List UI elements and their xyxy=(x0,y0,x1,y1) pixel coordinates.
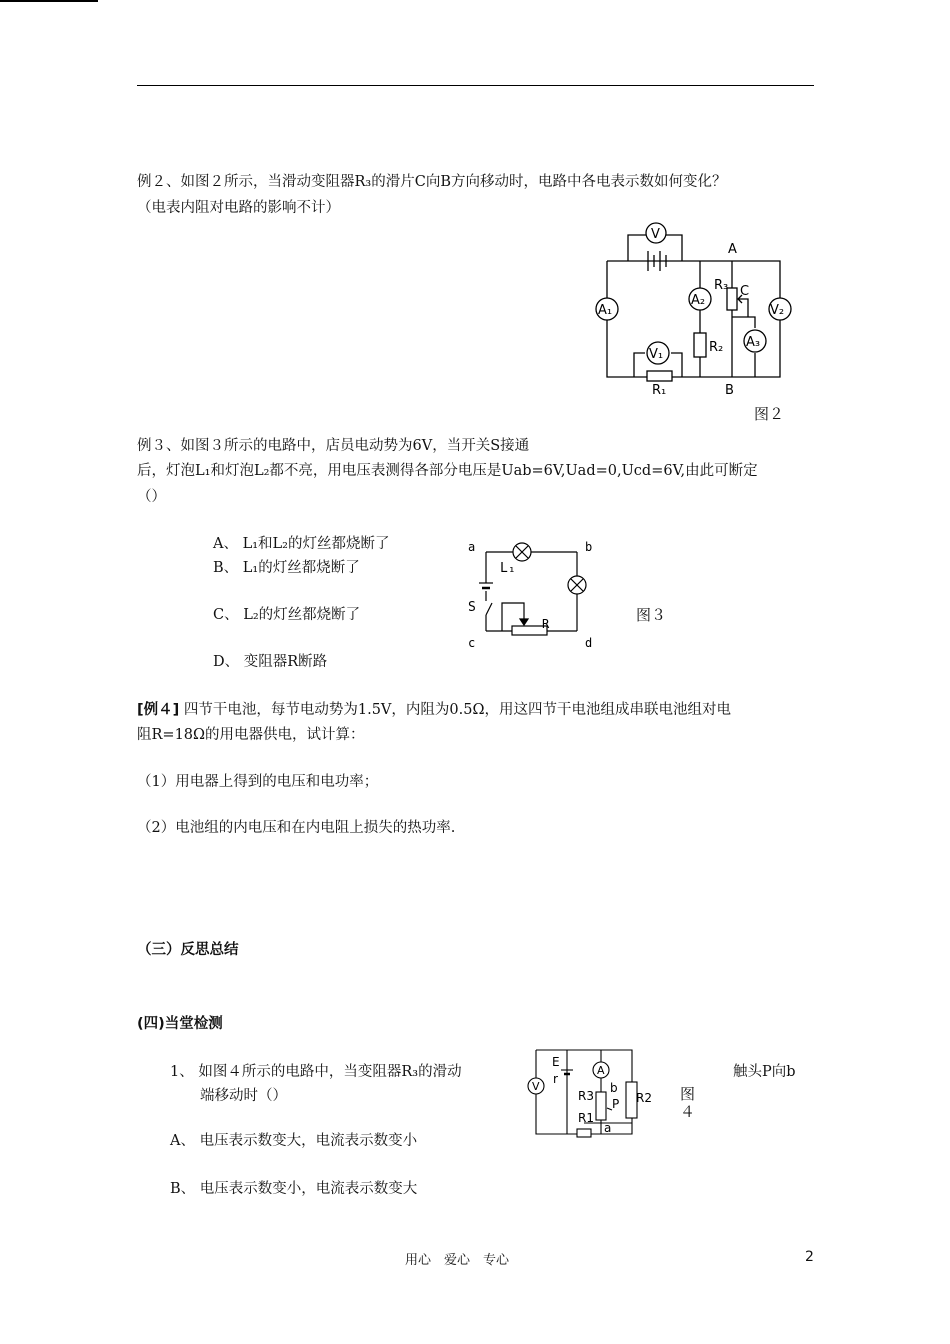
ex3-option-a: A、 L₁和L₂的灯丝都烧断了 xyxy=(213,536,390,552)
page-number: 2 xyxy=(805,1249,814,1265)
ex4-q1: （1）用电器上得到的电压和电功率； xyxy=(137,774,379,790)
ex3-line3: （） xyxy=(137,489,166,505)
fig4-caption-2: ４ xyxy=(680,1103,696,1121)
svg-text:V: V xyxy=(651,227,660,242)
ex3-line1: 例３、如图３所示的电路中，店员电动势为6V，当开关S接通 xyxy=(137,438,530,454)
q1-option-b: B、 电压表示数变小，电流表示数变大 xyxy=(170,1181,418,1197)
svg-text:V₂: V₂ xyxy=(770,303,785,318)
header-rule xyxy=(137,85,814,86)
svg-text:A: A xyxy=(728,242,737,257)
ex4-text: 四节干电池，每节电动势为1.5V，内阻为0.5Ω，用这四节干电池组成串联电池组对电 xyxy=(183,702,731,718)
ex3-option-b: B、 L₁的灯丝都烧断了 xyxy=(213,560,360,576)
q1-option-a: A、 电压表示数变大，电流表示数变小 xyxy=(170,1133,418,1149)
svg-text:V₁: V₁ xyxy=(649,347,664,362)
fig3-caption: 图３ xyxy=(636,606,667,624)
ex2-line2: （电表内阻对电路的影响不计） xyxy=(137,200,340,216)
svg-text:V: V xyxy=(532,1080,540,1093)
ex3-option-c: C、 L₂的灯丝都烧断了 xyxy=(213,607,361,623)
svg-text:A₃: A₃ xyxy=(746,335,761,350)
svg-text:b: b xyxy=(610,1081,618,1095)
svg-text:c: c xyxy=(468,636,476,650)
svg-text:R: R xyxy=(542,617,550,631)
section-reflection-heading: （三）反思总结 xyxy=(137,942,239,958)
svg-text:R₃: R₃ xyxy=(714,278,729,293)
figure-3-circuit xyxy=(462,535,602,650)
figure-2-circuit xyxy=(590,215,800,398)
svg-text:R1: R1 xyxy=(578,1111,594,1125)
svg-text:A₁: A₁ xyxy=(598,303,613,318)
ex3-line2: 后，灯泡L₁和灯泡L₂都不亮，用电压表测得各部分电压是Uab=6V,Uad=0,Ucd=6V,由此可断定 xyxy=(137,463,758,479)
svg-text:R3: R3 xyxy=(578,1089,594,1103)
svg-text:r: r xyxy=(553,1072,558,1086)
svg-text:b: b xyxy=(585,540,593,554)
svg-text:A: A xyxy=(597,1064,605,1077)
ex3-option-d: D、 变阻器R断路 xyxy=(213,654,328,670)
svg-text:S: S xyxy=(468,600,476,615)
corner-mark xyxy=(0,0,98,2)
q1-line1: 1、 如图４所示的电路中，当变阻器R₃的滑动 xyxy=(170,1064,462,1080)
footer-motto: 用心 爱心 专心 xyxy=(405,1253,510,1268)
svg-text:R2: R2 xyxy=(636,1091,652,1105)
ex2-line1: 例２、如图２所示，当滑动变阻器R₃的滑片C向B方向移动时，电路中各电表示数如何变化？ xyxy=(137,174,727,190)
svg-text:P: P xyxy=(612,1097,620,1111)
svg-text:a: a xyxy=(604,1121,612,1135)
q1-line2: 端移动时（） xyxy=(200,1088,287,1104)
svg-text:a: a xyxy=(468,540,476,554)
fig2-caption: 图２ xyxy=(754,405,785,423)
ex4-tag: [例４] xyxy=(137,702,180,718)
ex4-line2: 阻R=18Ω的用电器供电，试计算： xyxy=(137,727,365,743)
svg-text:E: E xyxy=(552,1055,560,1069)
section-test-heading: (四)当堂检测 xyxy=(137,1016,223,1032)
svg-text:C: C xyxy=(740,284,750,299)
q1-right-text: 触头P向b xyxy=(733,1064,796,1080)
svg-text:L₁: L₁ xyxy=(500,561,516,576)
figure-4-circuit xyxy=(522,1040,652,1140)
fig4-caption-1: 图 xyxy=(680,1085,696,1103)
ex4-q2: （2）电池组的内电压和在内电阻上损失的热功率. xyxy=(137,820,456,836)
svg-text:d: d xyxy=(585,636,593,650)
ex4-line1 xyxy=(137,700,731,722)
svg-text:R₂: R₂ xyxy=(709,340,724,355)
svg-text:A₂: A₂ xyxy=(691,293,706,308)
svg-text:R₁: R₁ xyxy=(652,383,667,398)
svg-text:B: B xyxy=(725,383,734,398)
